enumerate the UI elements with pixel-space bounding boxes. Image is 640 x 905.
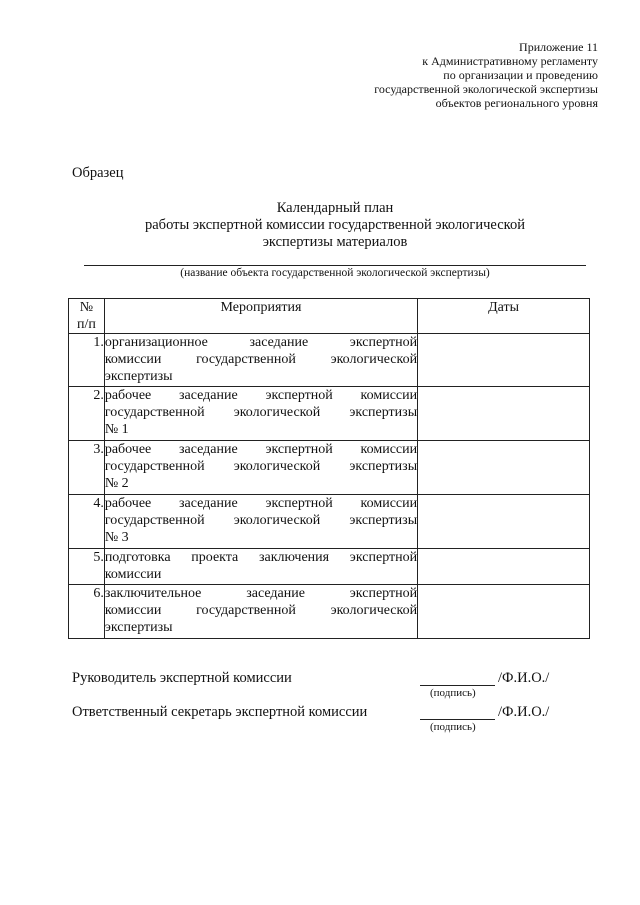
row-activity bbox=[104, 585, 417, 639]
activity-line: рабочее заседание экспертной комиссии bbox=[104, 442, 418, 457]
row-date bbox=[418, 495, 590, 549]
row-activity bbox=[104, 387, 417, 441]
activity-line: государственной экологической экспертизы bbox=[104, 459, 418, 474]
row-date bbox=[418, 334, 590, 387]
row-number: 5. bbox=[69, 549, 105, 585]
row-number: 1. bbox=[69, 334, 105, 387]
table-row bbox=[69, 495, 590, 549]
table-row bbox=[69, 334, 590, 387]
signature-fio: /Ф.И.О./ bbox=[498, 670, 550, 686]
signature-role-head: Руководитель экспертной комиссии bbox=[72, 670, 292, 686]
row-number: 4. bbox=[69, 495, 105, 549]
activity-line: экспертизы bbox=[104, 369, 173, 384]
title-line: работы экспертной комиссии государственной экологической bbox=[145, 217, 525, 233]
signature-blank-line bbox=[420, 704, 495, 720]
appendix-header-line: к Административному регламенту bbox=[422, 54, 598, 68]
signature-fio: /Ф.И.О./ bbox=[498, 704, 550, 720]
activity-line: рабочее заседание экспертной комиссии bbox=[104, 388, 418, 403]
activity-line: № 2 bbox=[104, 476, 129, 491]
signature-caption: (подпись) bbox=[430, 721, 476, 733]
activity-line: экспертизы bbox=[104, 620, 173, 635]
activity-line: № 3 bbox=[104, 530, 129, 545]
activity-line: подготовка проекта заключения экспертной bbox=[104, 550, 418, 565]
object-name-blank-line bbox=[84, 265, 586, 266]
title-line: Календарный план bbox=[276, 200, 394, 216]
activity-line: комиссии государственной экологической bbox=[104, 352, 418, 367]
row-activity bbox=[104, 334, 417, 387]
row-number: 3. bbox=[69, 441, 105, 495]
activity-line: государственной экологической экспертизы bbox=[104, 405, 418, 420]
header-dates: Даты bbox=[418, 299, 590, 334]
signature-blank-line bbox=[420, 670, 495, 686]
table-header-row bbox=[69, 299, 590, 334]
header-number-line2: п/п bbox=[76, 317, 96, 332]
row-date bbox=[418, 387, 590, 441]
sample-label: Образец bbox=[72, 165, 124, 181]
table-row bbox=[69, 585, 590, 639]
header-number-line1: № bbox=[79, 300, 94, 315]
document-title bbox=[80, 200, 590, 251]
signature-role-secretary: Ответственный секретарь экспертной комиссии bbox=[72, 704, 368, 720]
activity-line: рабочее заседание экспертной комиссии bbox=[104, 496, 418, 511]
header-number bbox=[69, 299, 105, 334]
activity-line: организационное заседание экспертной bbox=[104, 335, 418, 350]
appendix-header-line: объектов регионального уровня bbox=[435, 96, 598, 110]
appendix-header-line: по организации и проведению bbox=[443, 68, 598, 82]
activity-line: комиссии bbox=[104, 567, 162, 582]
calendar-plan-table bbox=[68, 298, 590, 639]
table-row bbox=[69, 441, 590, 495]
row-number: 6. bbox=[69, 585, 105, 639]
signature-caption: (подпись) bbox=[430, 687, 476, 699]
row-date bbox=[418, 441, 590, 495]
row-date bbox=[418, 549, 590, 585]
title-line: экспертизы материалов bbox=[262, 234, 408, 250]
row-number: 2. bbox=[69, 387, 105, 441]
appendix-header-line: Приложение 11 bbox=[519, 40, 598, 54]
object-name-caption: (название объекта государственной экологической экспертизы) bbox=[180, 267, 490, 279]
activity-line: комиссии государственной экологической bbox=[104, 603, 418, 618]
activity-line: государственной экологической экспертизы bbox=[104, 513, 418, 528]
row-activity bbox=[104, 549, 417, 585]
header-activities: Мероприятия bbox=[104, 299, 417, 334]
activity-line: № 1 bbox=[104, 422, 129, 437]
activity-line: заключительное заседание экспертной bbox=[104, 586, 418, 601]
appendix-header-line: государственной экологической экспертизы bbox=[374, 82, 598, 96]
row-activity bbox=[104, 441, 417, 495]
appendix-header bbox=[374, 40, 598, 110]
row-activity bbox=[104, 495, 417, 549]
row-date bbox=[418, 585, 590, 639]
table-row bbox=[69, 387, 590, 441]
table-row bbox=[69, 549, 590, 585]
